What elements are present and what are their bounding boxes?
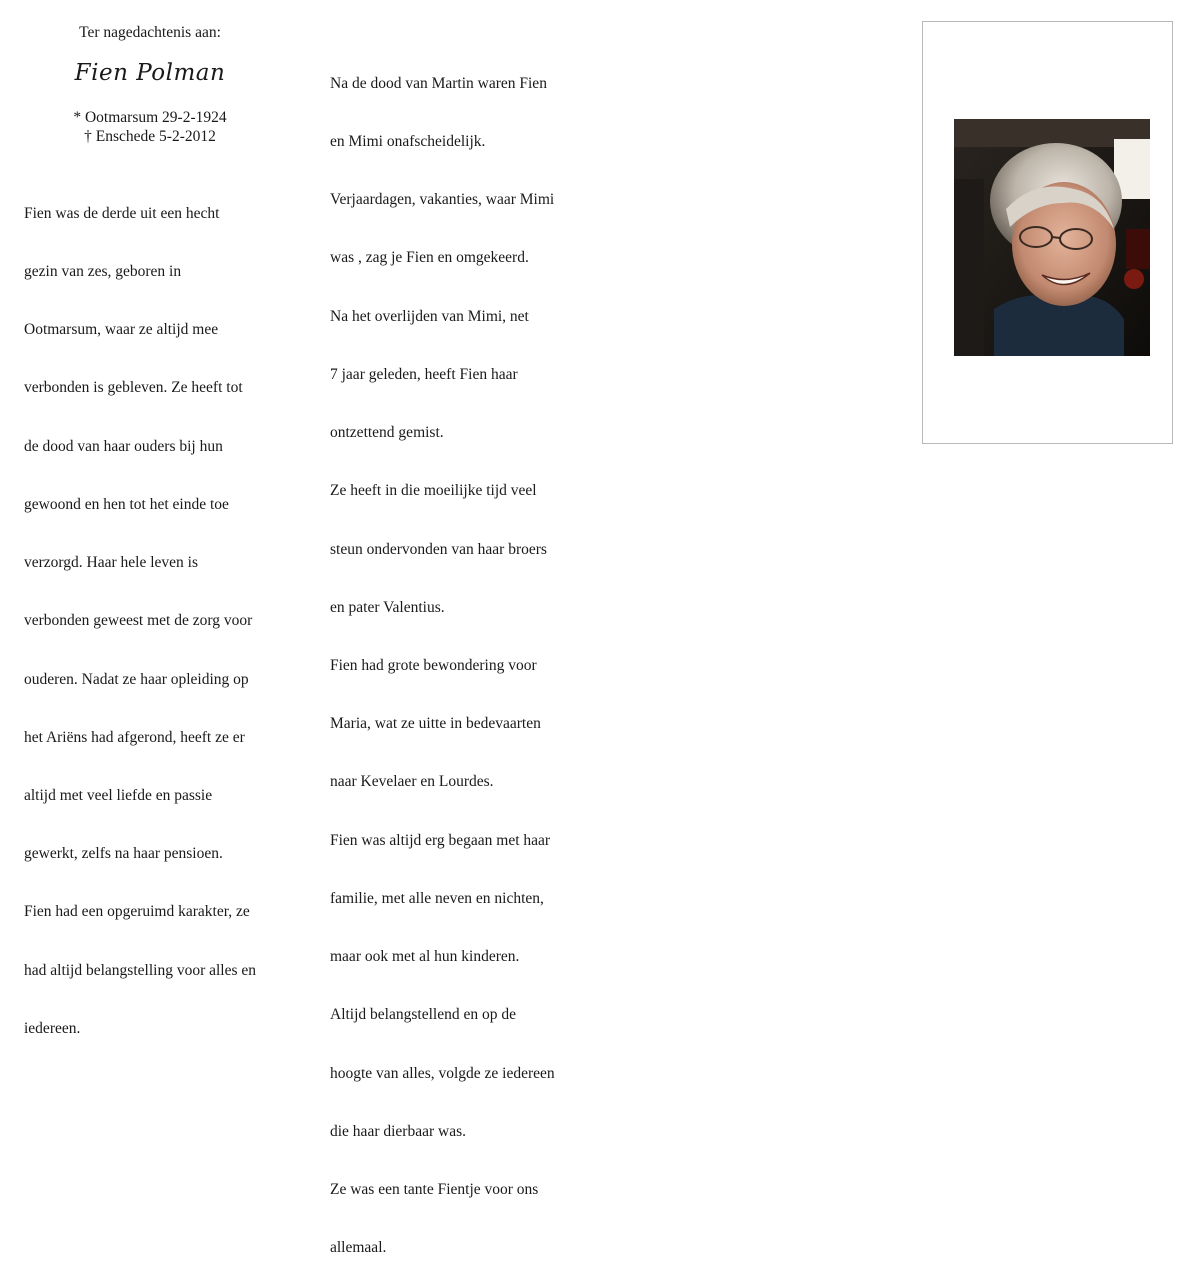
text-line: Fien was altijd erg begaan met haar: [330, 831, 551, 849]
text-line: Fien had grote bewondering voor: [330, 657, 537, 674]
text-line: was , zag je Fien en omgekeerd.: [330, 249, 529, 267]
text-line: verbonden is gebleven. Ze heeft tot: [24, 379, 243, 397]
text-line: verbonden geweest met de zorg voor: [24, 612, 253, 630]
text-line: maar ook met al hun kinderen.: [330, 948, 520, 966]
portrait-illustration: [954, 119, 1150, 356]
text-line: ontzettend gemist.: [330, 424, 444, 442]
text-line: naar Kevelaer en Lourdes.: [330, 773, 494, 791]
life-dates: [50, 108, 250, 146]
text-line: gezin van zes, geboren in: [24, 263, 182, 281]
text-line: altijd met veel liefde en passie: [24, 787, 213, 804]
text-line: het Ariëns had afgerond, heeft ze er: [24, 728, 245, 746]
text-line: die haar dierbaar was.: [330, 1122, 466, 1140]
deceased-name: Fien Polman: [74, 60, 226, 86]
text-line: ouderen. Nadat ze haar opleiding op: [24, 670, 249, 688]
text-line: Na het overlijden van Mimi, net: [330, 307, 529, 325]
text-line: allemaal.: [330, 1239, 387, 1257]
text-line: 7 jaar geleden, heeft Fien haar: [330, 365, 518, 383]
text-line: Ootmarsum, waar ze altijd mee: [24, 321, 219, 339]
text-line: en pater Valentius.: [330, 598, 445, 616]
text-line: hoogte van alles, volgde ze iedereen: [330, 1064, 555, 1082]
text-line: en Mimi onafscheidelijk.: [330, 133, 486, 151]
text-line: verzorgd. Haar hele leven is: [24, 554, 199, 572]
text-line: gewerkt, zelfs na haar pensioen.: [24, 845, 223, 863]
text-line: gewoond en hen tot het einde toe: [24, 495, 229, 513]
text-line: Maria, wat ze uitte in bedevaarten: [330, 715, 541, 733]
text-line: de dood van haar ouders bij hun: [24, 437, 223, 455]
text-line: familie, met alle neven en nichten,: [330, 889, 544, 907]
text-line: Verjaardagen, vakanties, waar Mimi: [330, 191, 555, 209]
text-line: iedereen.: [24, 1019, 81, 1037]
photo-frame: [922, 21, 1173, 444]
intro-text: Ter nagedachtenis aan:: [79, 24, 221, 41]
portrait-photo: [954, 119, 1150, 356]
text-line: Altijd belangstellend en op de: [330, 1006, 516, 1024]
text-line: had altijd belangstelling voor alles en: [24, 961, 257, 979]
text-line: Fien had een opgeruimd karakter, ze: [24, 903, 250, 921]
text-line: Ze heeft in die moeilijke tijd veel: [330, 482, 537, 500]
text-line: Fien was de derde uit een hecht: [24, 204, 220, 222]
text-line: Na de dood van Martin waren Fien: [330, 74, 547, 92]
birth-line: * Ootmarsum 29-2-1924: [73, 109, 227, 126]
text-column-2: [330, 35, 610, 1277]
text-line: steun ondervonden van haar broers: [330, 540, 547, 558]
death-line: † Enschede 5-2-2012: [84, 128, 216, 145]
text-column-1: [24, 165, 294, 1058]
text-line: Ze was een tante Fientje voor ons: [330, 1180, 539, 1198]
